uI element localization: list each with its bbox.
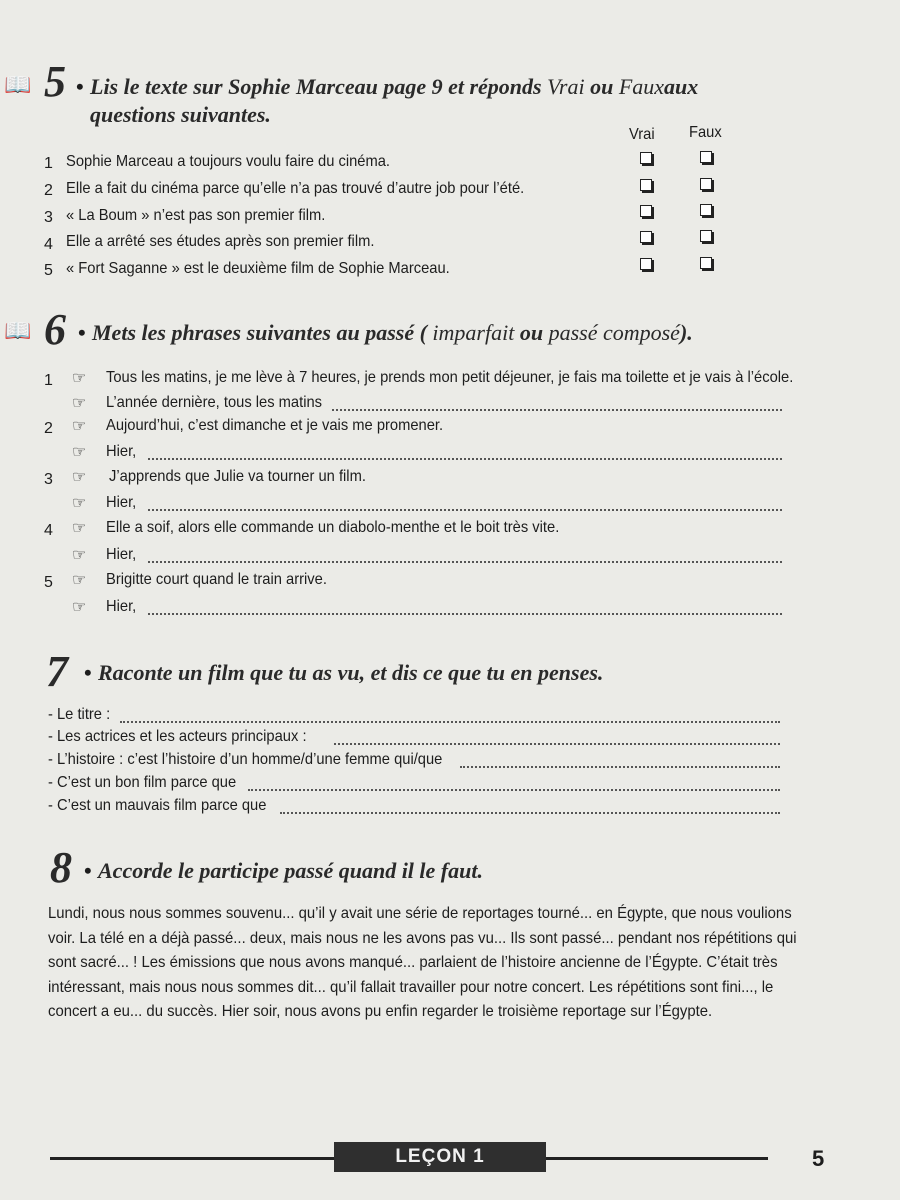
sentence-text: Elle a soif, alors elle commande un diabolo-menthe et le boit très vite. <box>106 519 560 536</box>
form-line-label: - C’est un bon film parce que <box>48 774 237 791</box>
checkbox-faux[interactable] <box>700 230 712 242</box>
item-number: 3 <box>44 471 53 488</box>
bullet: • <box>84 660 92 685</box>
pointing-hand-icon: ☞ <box>72 418 87 435</box>
checkbox-vrai[interactable] <box>640 152 652 164</box>
exercise-7-title: Raconte un film que tu as vu, et dis ce que tu en penses. <box>98 660 604 685</box>
checkbox-faux[interactable] <box>700 151 712 163</box>
paragraph-line: concert a eu... du succès. Hier soir, nous avons pu enfin regarder le troisième reportage sur l’Égypte. <box>48 1003 713 1020</box>
checkbox-faux[interactable] <box>700 257 712 269</box>
bullet: • <box>78 320 86 345</box>
answer-line[interactable] <box>148 458 782 460</box>
lesson-label: LEÇON 1 <box>334 1142 546 1172</box>
answer-prompt: Hier, <box>106 494 137 511</box>
sentence-text: Aujourd’hui, c’est dimanche et je vais me promener. <box>106 417 444 434</box>
pointing-hand-icon: ☞ <box>72 495 87 512</box>
exercise-5-title: Lis le texte sur Sophie Marceau page 9 et réponds Vrai ou Fauxaux <box>90 74 699 99</box>
answer-line[interactable] <box>248 789 780 791</box>
answer-line[interactable] <box>460 766 780 768</box>
form-line-label: - L’histoire : c’est l’histoire d’un homme/d’une femme qui/que <box>48 751 443 768</box>
sentence-text: Brigitte court quand le train arrive. <box>106 571 327 588</box>
page-number: 5 <box>812 1146 825 1171</box>
paragraph-line: Lundi, nous nous sommes souvenu... qu’il y avait une série de reportages tourné... en Égypte, que nous voulions <box>48 905 792 922</box>
item-number: 2 <box>44 182 53 199</box>
book-icon: 📖 <box>4 318 32 343</box>
pointing-hand-icon: ☞ <box>72 572 87 589</box>
item-number: 3 <box>44 209 53 226</box>
item-number: 2 <box>44 420 53 437</box>
answer-line[interactable] <box>148 509 782 511</box>
form-line-label: - C’est un mauvais film parce que <box>48 797 267 814</box>
item-number: 5 <box>44 262 53 279</box>
paragraph-line: intéressant, mais nous nous sommes dit... qu’il fallait travailler pour notre concert. Les répétitions sont fini..., le <box>48 978 774 996</box>
bullet: • <box>76 74 84 99</box>
item-number: 1 <box>44 155 53 172</box>
exercise-6-title: Mets les phrases suivantes au passé ( imparfait ou passé composé). <box>92 320 693 345</box>
checkbox-vrai[interactable] <box>640 258 652 270</box>
checkbox-vrai[interactable] <box>640 179 652 191</box>
pointing-hand-icon: ☞ <box>72 395 87 412</box>
item-number: 4 <box>44 236 53 253</box>
form-line-label: - Les actrices et les acteurs principaux : <box>48 728 307 745</box>
column-header-vrai: Vrai <box>629 126 655 143</box>
footer-rule-right <box>546 1157 768 1160</box>
statement-text: Sophie Marceau a toujours voulu faire du cinéma. <box>66 153 391 170</box>
checkbox-faux[interactable] <box>700 204 712 216</box>
exercise-8-paragraph <box>48 902 820 1025</box>
statement-text: Elle a fait du cinéma parce qu’elle n’a pas trouvé d’autre job pour l’été. <box>66 180 525 197</box>
checkbox-vrai[interactable] <box>640 231 652 243</box>
checkbox-faux[interactable] <box>700 178 712 190</box>
sentence-text: J’apprends que Julie va tourner un film. <box>109 468 366 485</box>
pointing-hand-icon: ☞ <box>72 370 87 387</box>
statement-text: Elle a arrêté ses études après son premier film. <box>66 233 375 250</box>
answer-prompt: Hier, <box>106 598 137 615</box>
pointing-hand-icon: ☞ <box>72 599 87 616</box>
answer-line[interactable] <box>148 613 782 615</box>
footer-rule-left <box>50 1157 334 1160</box>
pointing-hand-icon: ☞ <box>72 469 87 486</box>
pointing-hand-icon: ☞ <box>72 547 87 564</box>
answer-prompt: Hier, <box>106 443 137 460</box>
paragraph-line: sont sacré... ! Les émissions que nous avons manqué... parlaient de l’histoire ancienne de l’Égypte. C’était très <box>48 954 778 971</box>
statement-text: « La Boum » n’est pas son premier film. <box>66 207 326 224</box>
column-header-faux: Faux <box>689 124 722 141</box>
answer-line[interactable] <box>332 409 782 411</box>
answer-line[interactable] <box>280 812 780 814</box>
checkbox-vrai[interactable] <box>640 205 652 217</box>
exercise-6-number: 6 <box>44 305 65 354</box>
statement-text: « Fort Saganne » est le deuxième film de Sophie Marceau. <box>66 260 450 277</box>
book-icon: 📖 <box>4 72 32 97</box>
paragraph-line: voir. La télé en a déjà passé... deux, mais nous ne les avons pas vu... Ils sont passé... pendant nos répétitions qui <box>48 929 797 947</box>
exercise-5-title-line2: questions suivantes. <box>90 102 271 127</box>
exercise-8-number: 8 <box>50 843 71 892</box>
bullet: • <box>84 858 92 883</box>
pointing-hand-icon: ☞ <box>72 520 87 537</box>
answer-line[interactable] <box>120 721 780 723</box>
answer-line[interactable] <box>148 561 782 563</box>
sentence-text: Tous les matins, je me lève à 7 heures, je prends mon petit déjeuner, je fais ma toilette et je vais à l’école. <box>106 369 794 386</box>
exercise-7-number: 7 <box>46 647 67 696</box>
pointing-hand-icon: ☞ <box>72 444 87 461</box>
item-number: 5 <box>44 574 53 591</box>
item-number: 1 <box>44 372 53 389</box>
exercise-5-number: 5 <box>44 57 65 106</box>
item-number: 4 <box>44 522 53 539</box>
answer-line[interactable] <box>334 743 780 745</box>
exercise-8-title: Accorde le participe passé quand il le faut. <box>98 858 483 883</box>
answer-prompt: L’année dernière, tous les matins <box>106 394 323 411</box>
form-line-label: - Le titre : <box>48 706 111 723</box>
answer-prompt: Hier, <box>106 546 137 563</box>
